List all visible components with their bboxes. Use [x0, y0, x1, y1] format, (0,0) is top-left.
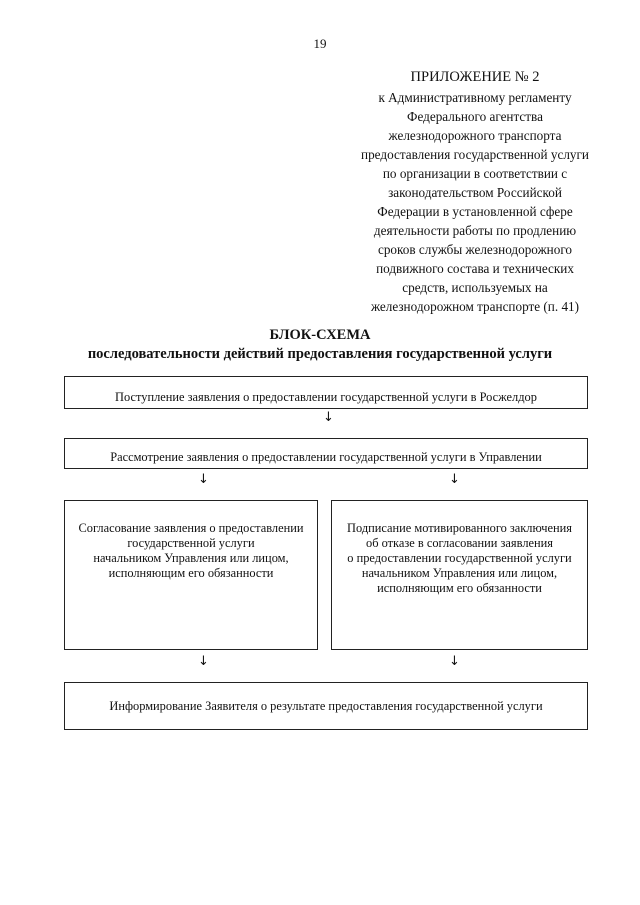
- step-refusal-line: исполняющим его обязанности: [377, 581, 542, 595]
- scheme-title: [0, 326, 640, 364]
- arrow-down-icon: ↓: [449, 472, 460, 487]
- appendix-line: законодательством Российской: [388, 185, 562, 200]
- step-approval-line: начальником Управления или лицом,: [93, 551, 289, 565]
- appendix-line: подвижного состава и технических: [376, 261, 574, 276]
- appendix-line: Федерального агентства: [407, 109, 543, 124]
- step-refusal: [331, 500, 588, 650]
- appendix-line: средств, используемых на: [402, 280, 548, 295]
- step-refusal-line: начальником Управления или лицом,: [361, 566, 558, 580]
- appendix-line: сроков службы железнодорожного: [377, 242, 573, 257]
- step-refusal-line: об отказе в согласовании заявления: [366, 536, 553, 550]
- appendix-line: предоставления государственной услуги: [361, 147, 589, 162]
- step-application-review: [64, 438, 588, 469]
- step-refusal-line: Подписание мотивированного заключения: [347, 521, 572, 535]
- page-number: 19: [313, 36, 327, 51]
- step-application-review-text: Рассмотрение заявления о предоставлении государственной услуги в Управлении: [110, 450, 542, 464]
- appendix-line: деятельности работы по продлению: [373, 223, 577, 238]
- step-approval-line: исполняющим его обязанности: [108, 566, 274, 580]
- appendix-line: по организации в соответствии с: [382, 166, 568, 181]
- arrow-down-icon: ↓: [323, 410, 334, 425]
- step-approval-line: государственной услуги: [127, 536, 255, 550]
- arrow-down-icon: ↓: [198, 654, 209, 669]
- appendix-line: железнодорожного транспорта: [388, 128, 562, 143]
- step-application-received: [64, 376, 588, 409]
- appendix-header: [330, 66, 620, 316]
- appendix-line: железнодорожном транспорте (п. 41): [370, 299, 580, 314]
- step-approval: [64, 500, 318, 650]
- step-applicant-informed: [64, 682, 588, 730]
- appendix-title: ПРИЛОЖЕНИЕ № 2: [410, 69, 540, 85]
- step-refusal-line: о предоставлении государственной услуги: [347, 551, 572, 565]
- step-applicant-informed-text: Информирование Заявителя о результате предоставления государственной услуги: [109, 698, 543, 713]
- step-application-received-text: Поступление заявления о предоставлении государственной услуги в Росжелдор: [115, 390, 537, 404]
- arrow-down-icon: ↓: [198, 472, 209, 487]
- scheme-title-main: БЛОК-СХЕМА: [269, 327, 371, 343]
- scheme-subtitle: последовательности действий предоставления государственной услуги: [87, 346, 553, 362]
- appendix-line: Федерации в установленной сфере: [377, 204, 573, 219]
- arrow-down-icon: ↓: [449, 654, 460, 669]
- appendix-line: к Административному регламенту: [378, 90, 572, 105]
- step-approval-line: Согласование заявления о предоставлении: [78, 521, 304, 535]
